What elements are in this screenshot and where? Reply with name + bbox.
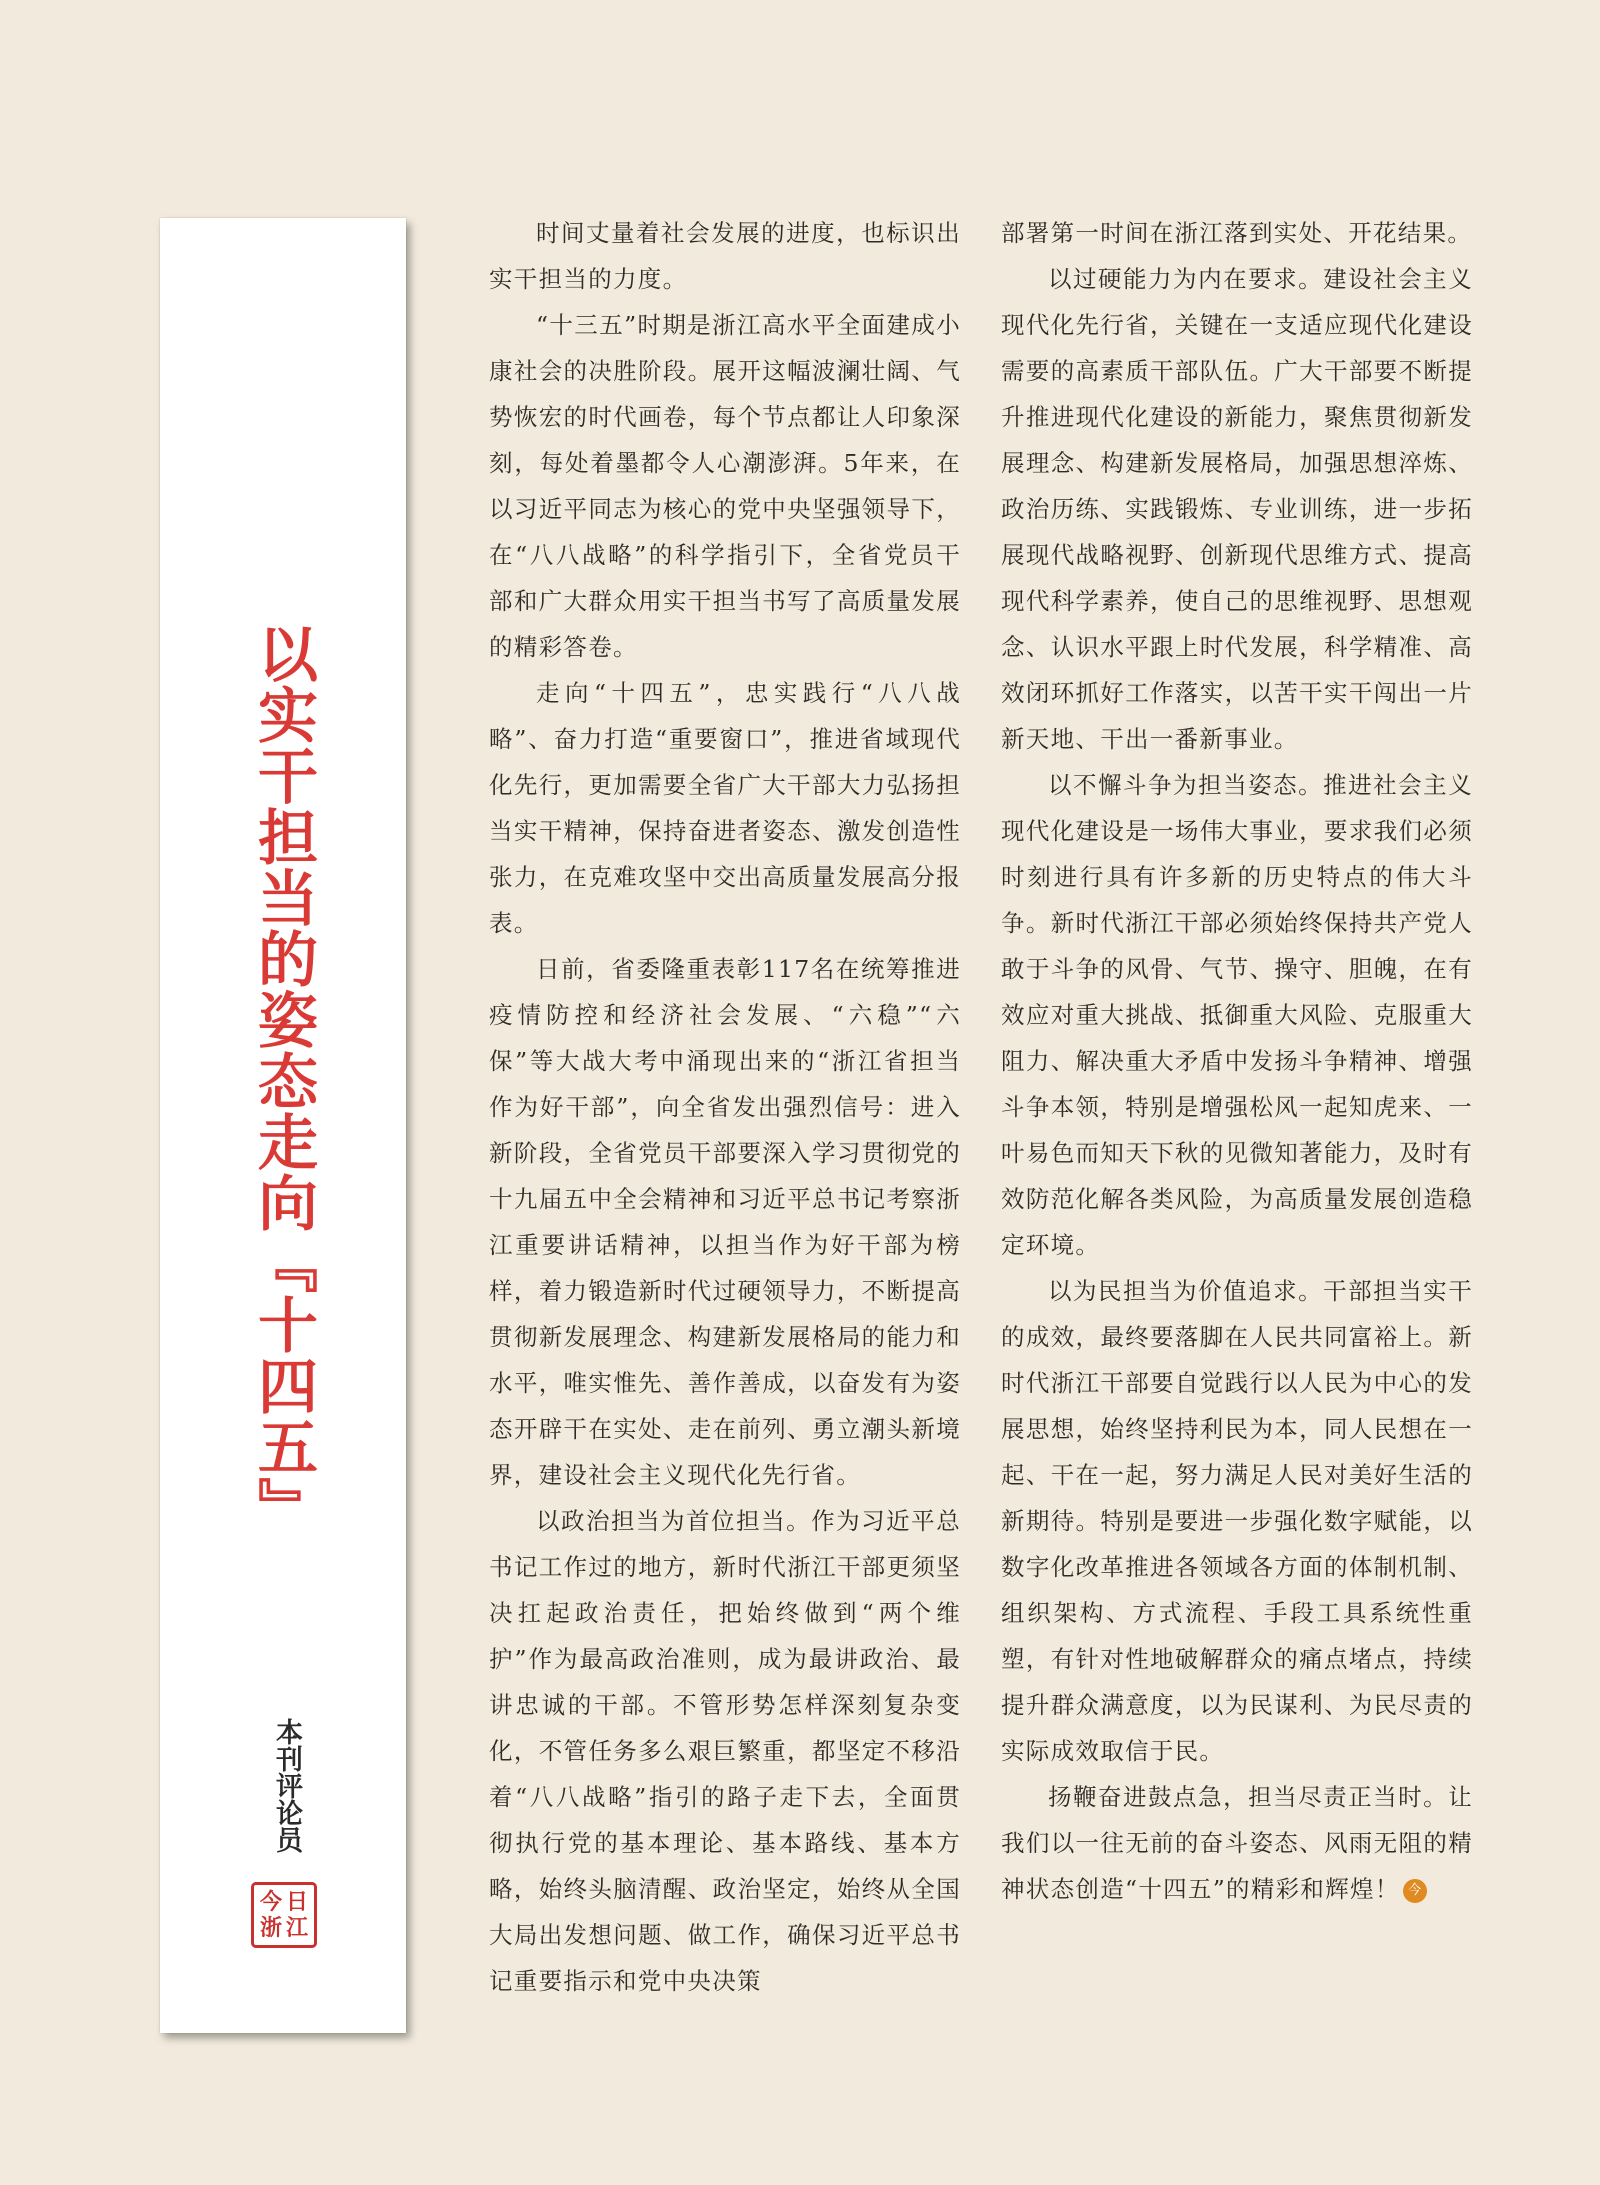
seal-char: 江: [285, 1915, 308, 1941]
paragraph: “十三五”时期是浙江高水平全面建成小康社会的决胜阶段。展开这幅波澜壮阔、气势恢宏的时代画卷，每个节点都让人印象深刻，每处着墨都令人心潮澎湃。5年来，在以习近平同志为核心的党中央坚强领导下，在“八八战略”的科学指引下，全省党员干部和广大群众用实干担当书写了高质量发展的精彩答卷。: [489, 311, 961, 661]
byline: 本刊评论员: [271, 1718, 302, 1853]
paragraph: 以政治担当为首位担当。作为习近平总书记工作过的地方，新时代浙江干部更须坚决扛起政治责任，把始终做到“两个维护”作为最高政治准则，成为最讲政治、最讲忠诚的干部。不管形势怎样深刻复杂变化，不管任务多么艰巨繁重，都坚定不移沿着“八八战略”指引的路子走下去，全面贯彻执行党的基本理论、基本路线、基本方略，始终头脑清醒、政治坚定，始终从全国大局出发想问题、做工作，确保习近平总书记重要指示和党中央决策: [489, 1507, 961, 1995]
closing-text: 扬鞭奋进鼓点急，担当尽责正当时。让我们以一往无前的奋斗姿态、风雨无阻的精神状态创造“十四五”的精彩和辉煌！: [1001, 1783, 1473, 1903]
continued-paragraph: 部署第一时间在浙江落到实处、开花结果。: [1001, 219, 1473, 247]
seal-char: 日: [285, 1889, 308, 1915]
paragraph: 走向“十四五”，忠实践行“八八战略”、奋力打造“重要窗口”，推进省域现代化先行，更加需要全省广大干部大力弘扬担当实干精神，保持奋进者姿态、激发创造性张力，在克难攻坚中交出高质量发展高分报表。: [489, 679, 961, 937]
seal-char: 浙: [259, 1915, 282, 1941]
paragraph: 以过硬能力为内在要求。建设社会主义现代化先行省，关键在一支适应现代化建设需要的高素质干部队伍。广大干部要不断提升推进现代化建设的新能力，聚焦贯彻新发展理念、构建新发展格局，加强思想淬炼、政治历练、实践锻炼、专业训练，进一步拓展现代战略视野、创新现代思维方式、提高现代科学素养，使自己的思维视野、思想观念、认识水平跟上时代发展，科学精准、高效闭环抓好工作落实，以苦干实干闯出一片新天地、干出一番新事业。: [1001, 265, 1473, 753]
article-title: 以实干担当的姿态走向『十四五』: [248, 623, 318, 1538]
seal-stamp: [251, 1882, 317, 1948]
paragraph: 以为民担当为价值追求。干部担当实干的成效，最终要落脚在人民共同富裕上。新时代浙江干部要自觉践行以人民为中心的发展思想，始终坚持利民为本，同人民想在一起、干在一起，努力满足人民对美好生活的新期待。特别是要进一步强化数字赋能，以数字化改革推进各领域各方面的体制机制、组织架构、方式流程、手段工具系统性重塑，有针对性地破解群众的痛点堵点，持续提升群众满意度，以为民谋利、为民尽责的实际成效取信于民。: [1001, 1277, 1473, 1765]
body-column-right: [1001, 210, 1473, 1912]
seal-char: 今: [259, 1889, 282, 1915]
paragraph: 时间丈量着社会发展的进度，也标识出实干担当的力度。: [489, 219, 961, 293]
logo-mark-icon: 今: [1403, 1879, 1427, 1903]
paragraph: 以不懈斗争为担当姿态。推进社会主义现代化建设是一场伟大事业，要求我们必须时刻进行具有许多新的历史特点的伟大斗争。新时代浙江干部必须始终保持共产党人敢于斗争的风骨、气节、操守、胆魄，在有效应对重大挑战、抵御重大风险、克服重大阻力、解决重大矛盾中发扬斗争精神、增强斗争本领，特别是增强松风一起知虎来、一叶易色而知天下秋的见微知著能力，及时有效防范化解各类风险，为高质量发展创造稳定环境。: [1001, 771, 1473, 1259]
closing-paragraph: [1001, 1774, 1473, 1912]
body-column-left: [489, 210, 961, 2004]
paragraph: 日前，省委隆重表彰117名在统筹推进疫情防控和经济社会发展、“六稳”“六保”等大战大考中涌现出来的“浙江省担当作为好干部”，向全省发出强烈信号：进入新阶段，全省党员干部要深入学习贯彻党的十九届五中全会精神和习近平总书记考察浙江重要讲话精神，以担当作为好干部为榜样，着力锻造新时代过硬领导力，不断提高贯彻新发展理念、构建新发展格局的能力和水平，唯实惟先、善作善成，以奋发有为姿态开辟干在实处、走在前列、勇立潮头新境界，建设社会主义现代化先行省。: [489, 955, 961, 1489]
title-card: [160, 218, 406, 2033]
